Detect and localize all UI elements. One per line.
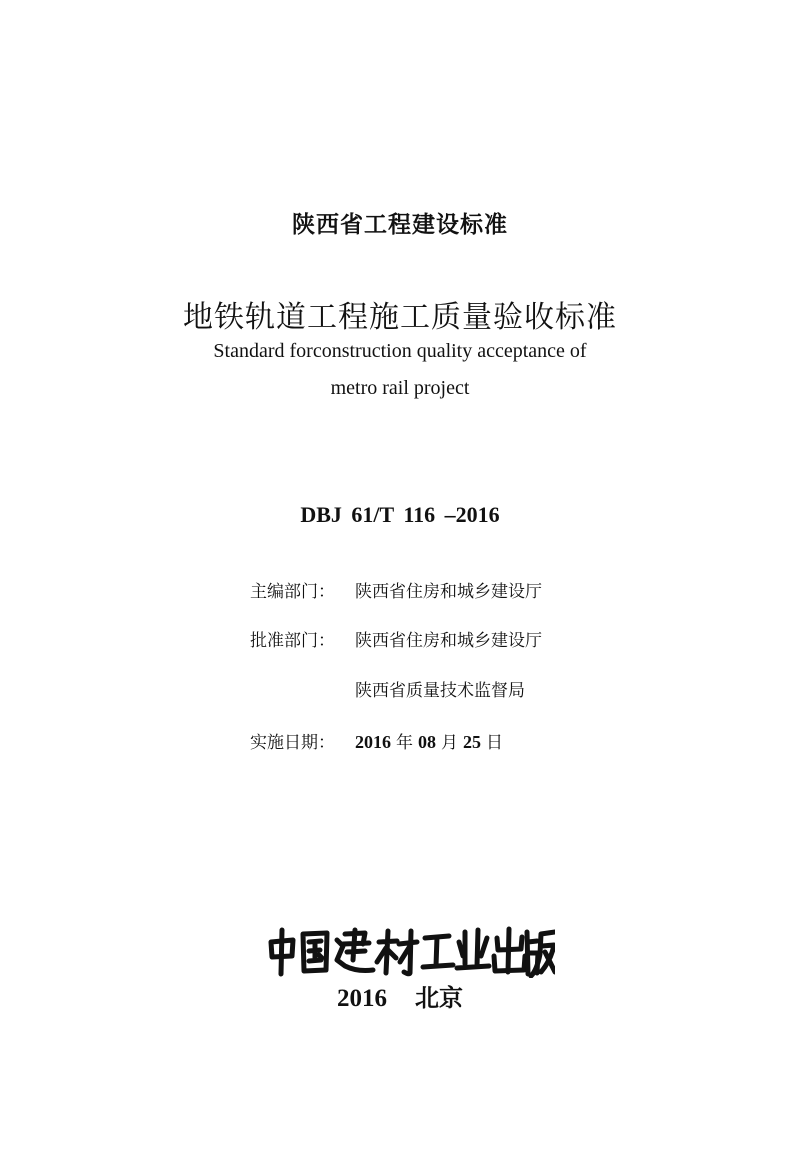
publisher-imprint [0,978,800,1013]
standard-code: DBJ 61/T 116 –2016 [300,502,500,527]
publisher-logo [265,926,555,978]
date-day-unit: 日 [486,733,503,753]
implementation-date-row [250,728,508,756]
publication-year: 2016 [337,985,387,1012]
date-month: 08 [418,732,436,752]
approver-department-value-1: 陕西省住房和城乡建设厅 [355,631,542,651]
implementation-date-label: 实施日期： [250,733,335,753]
approver-department-value-2: 陕西省质量技术监督局 [355,681,525,701]
approver-department-row [250,626,542,654]
date-month-unit: 月 [441,733,458,753]
document-title-english-line-1: Standard forconstruction quality acceptance of [213,340,587,362]
editor-department-label: 主编部门： [250,582,335,602]
date-year-unit: 年 [396,733,413,753]
date-day: 25 [463,732,481,752]
approver-department-label: 批准部门： [250,631,335,651]
document-title-chinese: 地铁轨道工程施工质量验收标准 [183,300,617,335]
series-title: 陕西省工程建设标准 [292,212,508,238]
editor-department-value: 陕西省住房和城乡建设厅 [355,582,542,602]
editor-department-row [250,577,542,605]
implementation-date-value [355,728,508,753]
document-title-english-line-2: metro rail project [330,377,470,399]
publication-city: 北京 [415,984,463,1012]
date-year: 2016 [355,732,391,752]
approver-department-row-2 [250,676,525,704]
